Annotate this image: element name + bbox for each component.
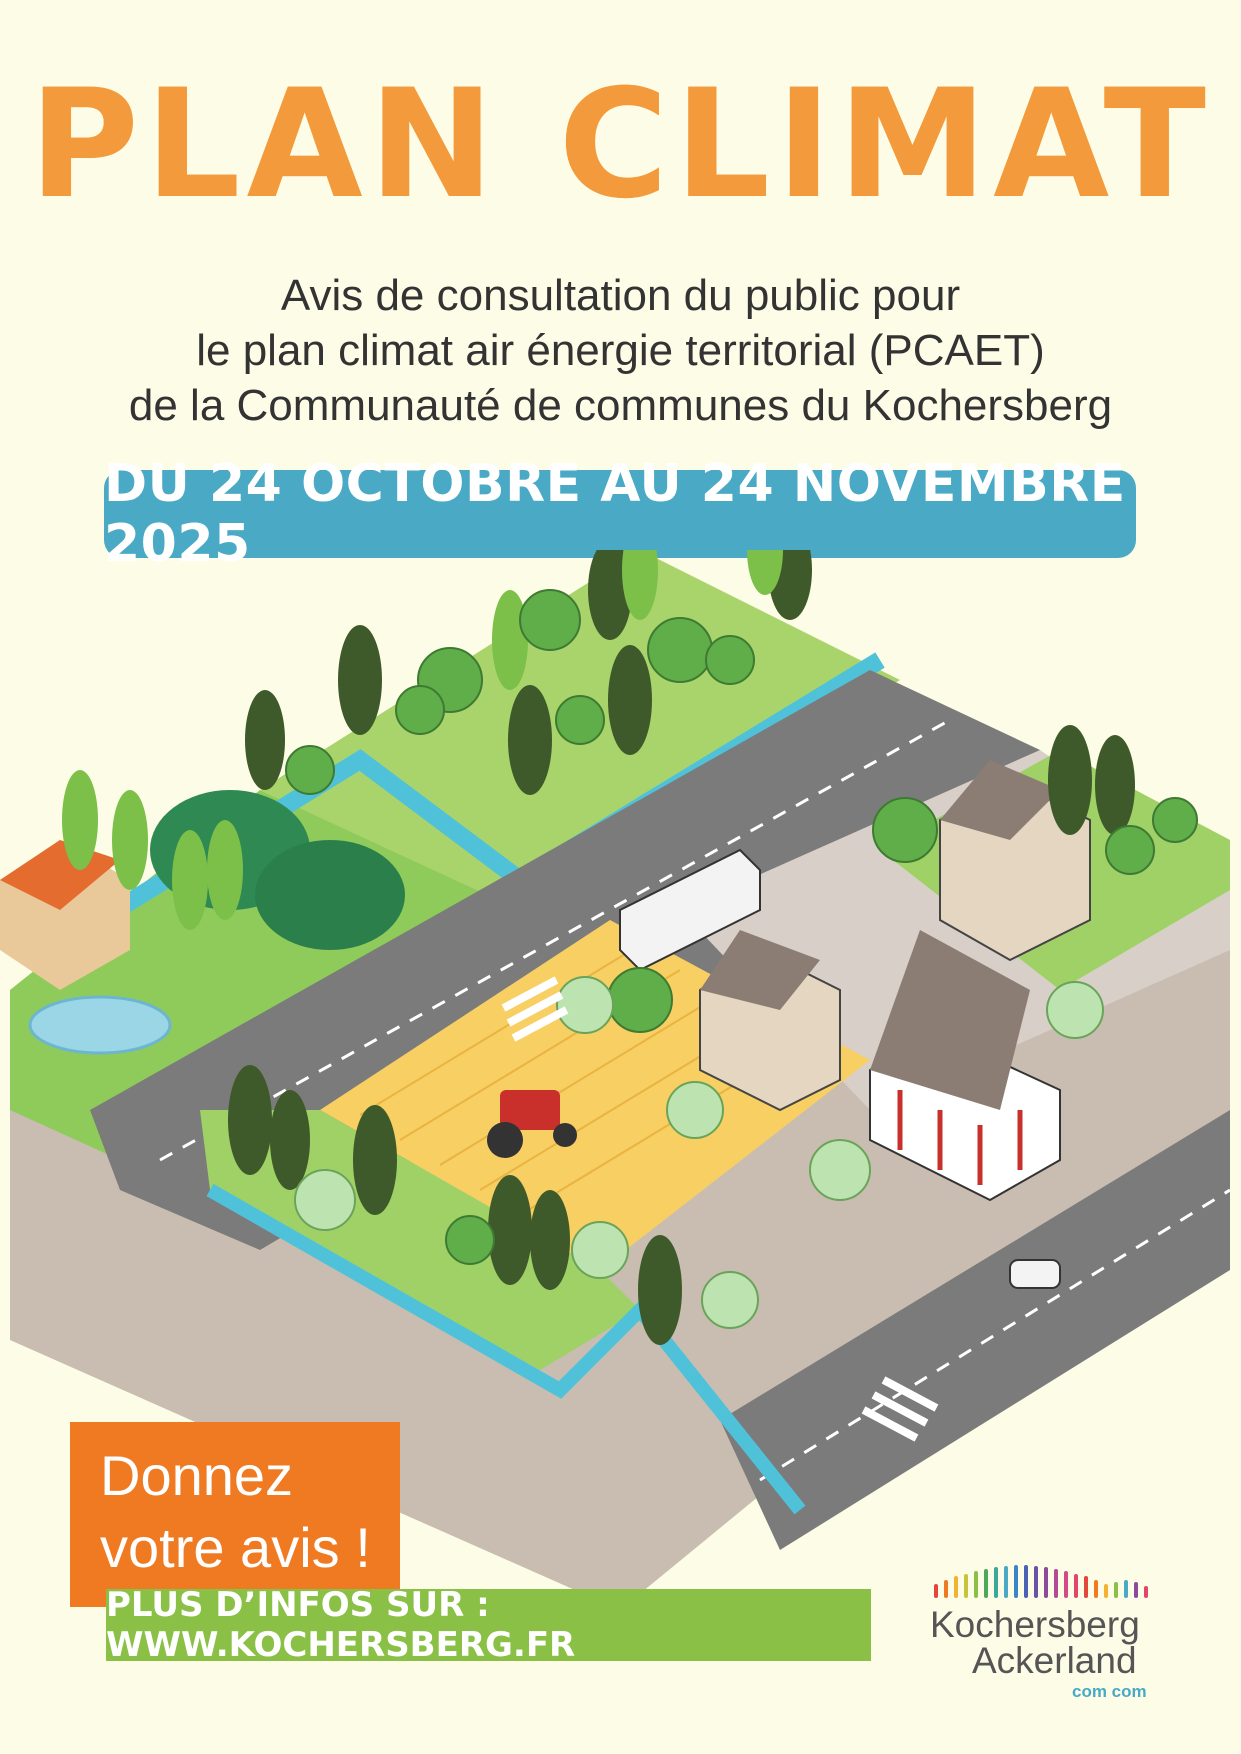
- logo-name-line-1: Kochersberg: [930, 1604, 1140, 1645]
- feedback-callout: [70, 1422, 400, 1607]
- kochersberg-logo: [920, 1560, 1180, 1710]
- logo-tagline: com com: [1072, 1682, 1147, 1701]
- date-banner: [104, 454, 1136, 574]
- subtitle-line-2: le plan climat air énergie territorial (PCAET): [196, 326, 1045, 375]
- subtitle-line-1: Avis de consultation du public pour: [280, 271, 961, 320]
- cta-line-1: Donnez: [100, 1444, 294, 1507]
- cta-line-2: votre avis !: [100, 1516, 371, 1579]
- info-banner: [106, 1585, 871, 1665]
- logo-bars-icon: [930, 1560, 1170, 1600]
- date-text: DU 24 OCTOBRE AU 24 NOVEMBRE 2025: [104, 454, 1126, 574]
- subtitle-line-3: de la Communauté de communes du Kochersberg: [128, 381, 1113, 430]
- logo-name-line-2: Ackerland: [972, 1640, 1137, 1681]
- pond: [30, 997, 170, 1053]
- poster-title: PLAN CLIMAT: [29, 58, 1212, 232]
- car: [1010, 1260, 1060, 1288]
- info-link-text[interactable]: PLUS D’INFOS SUR : WWW.KOCHERSBERG.FR: [106, 1585, 576, 1665]
- poster-subtitle: [40, 268, 1201, 433]
